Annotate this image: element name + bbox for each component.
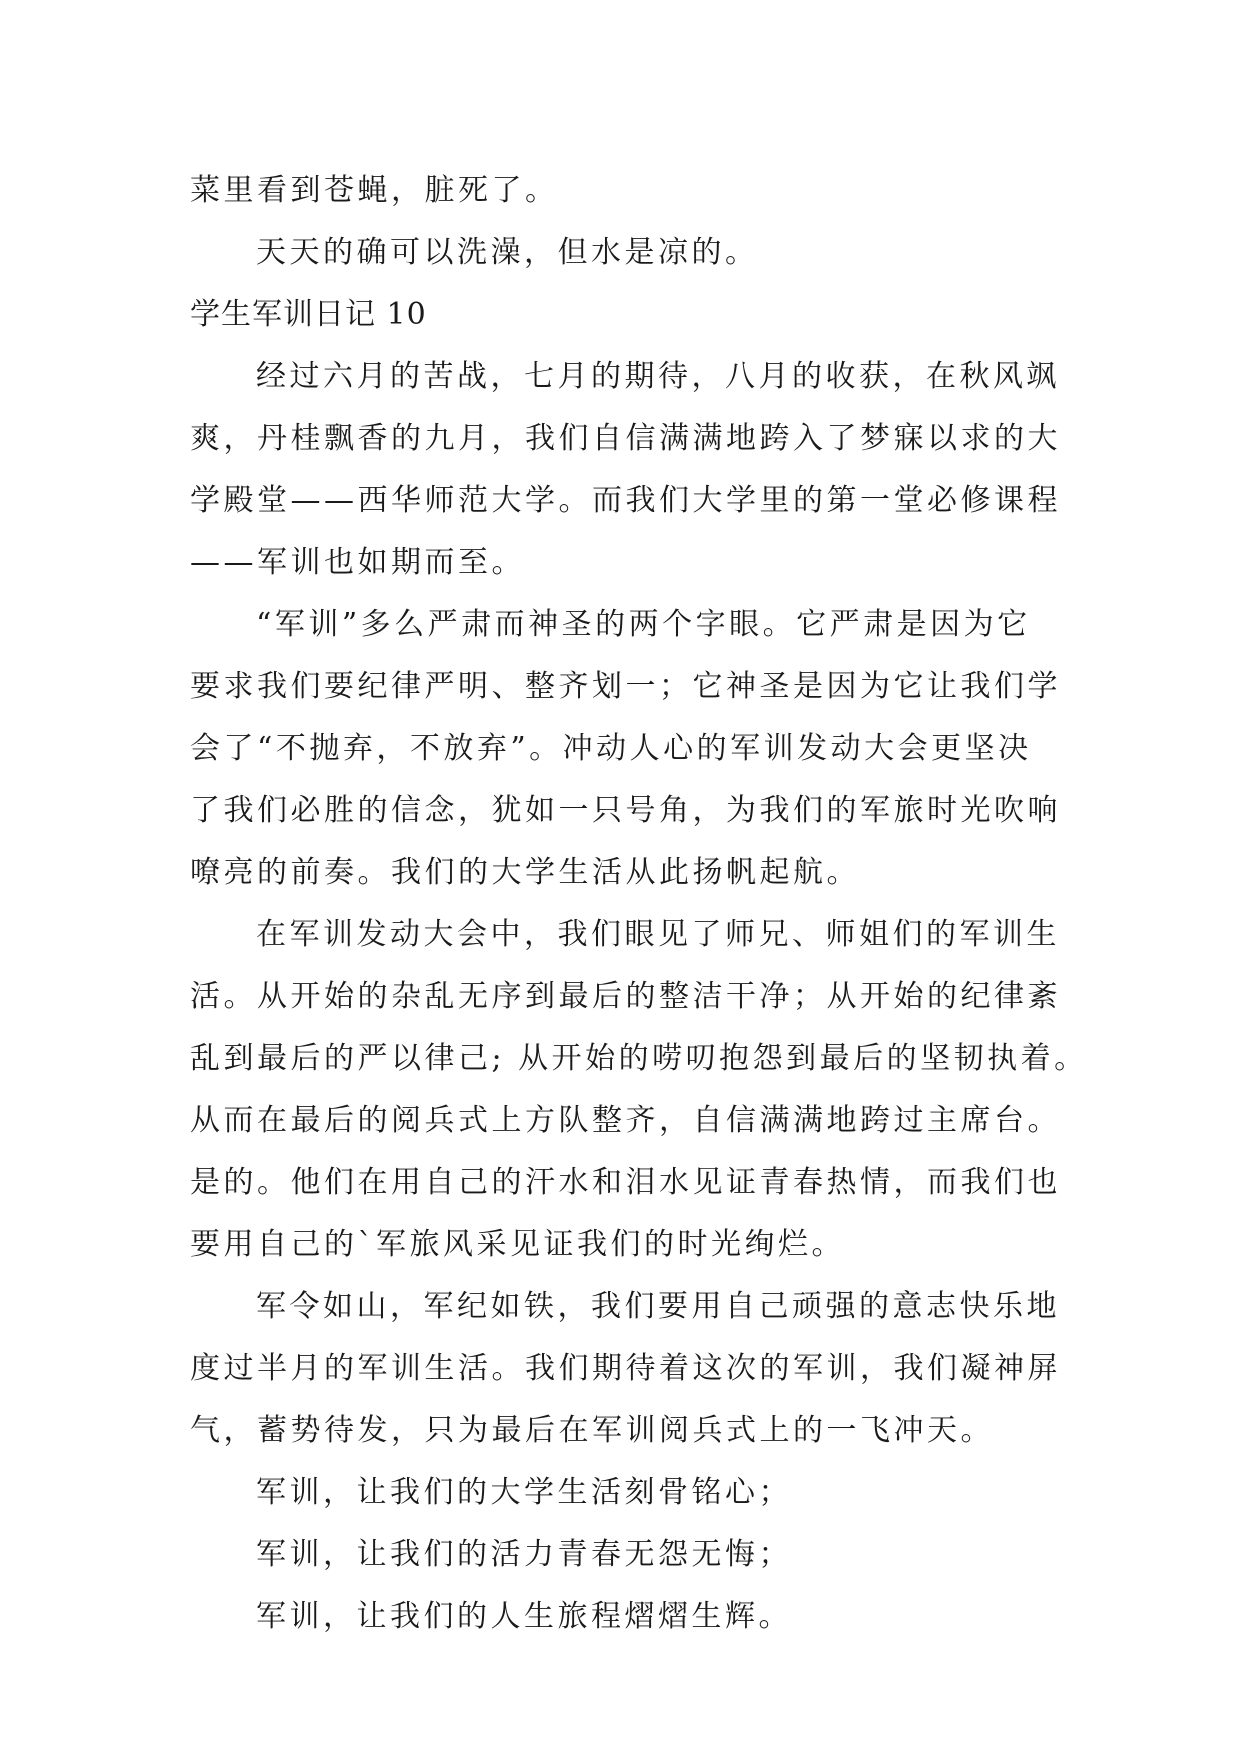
text-line: 活。从开始的杂乱无序到最后的整洁干净；从开始的纪律紊 [190,979,1061,1014]
text-line: 是的。他们在用自己的汗水和泪水见证青春热情，而我们也 [190,1165,1061,1200]
text-line: 军训，让我们的人生旅程熠熠生辉。 [256,1599,792,1634]
text-line: 要求我们要纪律严明、整齐划一；它神圣是因为它让我们学 [190,669,1061,704]
text-line: 军令如山，军纪如铁，我们要用自己顽强的意志快乐地 [256,1289,1060,1324]
diary-heading: 学生军训日记 10 [190,297,427,332]
text-line: “军训”多么严肃而神圣的两个字眼。它严肃是因为它 [256,607,1031,642]
text-line: 经过六月的苦战，七月的期待，八月的收获，在秋风飒 [256,359,1060,394]
text-line: ——军训也如期而至。 [190,545,525,580]
text-line: 从而在最后的阅兵式上方队整齐，自信满满地跨过主席台。 [190,1103,1061,1138]
text-line: 在军训发动大会中，我们眼见了师兄、师姐们的军训生 [256,917,1060,952]
text-line: 爽，丹桂飘香的九月，我们自信满满地跨入了梦寐以求的大 [190,421,1061,456]
text-line: 天天的确可以洗澡，但水是凉的。 [256,235,759,270]
text-line: 要用自己的`军旅风采见证我们的时光绚烂。 [190,1227,845,1262]
text-line: 乱到最后的严以律己; 从开始的唠叨抱怨到最后的坚韧执着。 [190,1041,1088,1076]
text-line: 学殿堂——西华师范大学。而我们大学里的第一堂必修课程 [190,483,1061,518]
document-body [190,160,1088,1648]
text-line: 军训，让我们的活力青春无怨无悔； [256,1537,792,1572]
text-line: 嘹亮的前奏。我们的大学生活从此扬帆起航。 [190,855,860,890]
text-line: 菜里看到苍蝇，脏死了。 [190,173,559,208]
text-line: 了我们必胜的信念，犹如一只号角，为我们的军旅时光吹响 [190,793,1061,828]
text-line: 气，蓄势待发，只为最后在军训阅兵式上的一飞冲天。 [190,1413,994,1448]
text-line: 会了“不抛弃，不放弃”。冲动人心的军训发动大会更坚决 [190,731,1032,766]
text-line: 军训，让我们的大学生活刻骨铭心； [256,1475,792,1510]
text-line: 度过半月的军训生活。我们期待着这次的军训，我们凝神屏 [190,1351,1061,1386]
